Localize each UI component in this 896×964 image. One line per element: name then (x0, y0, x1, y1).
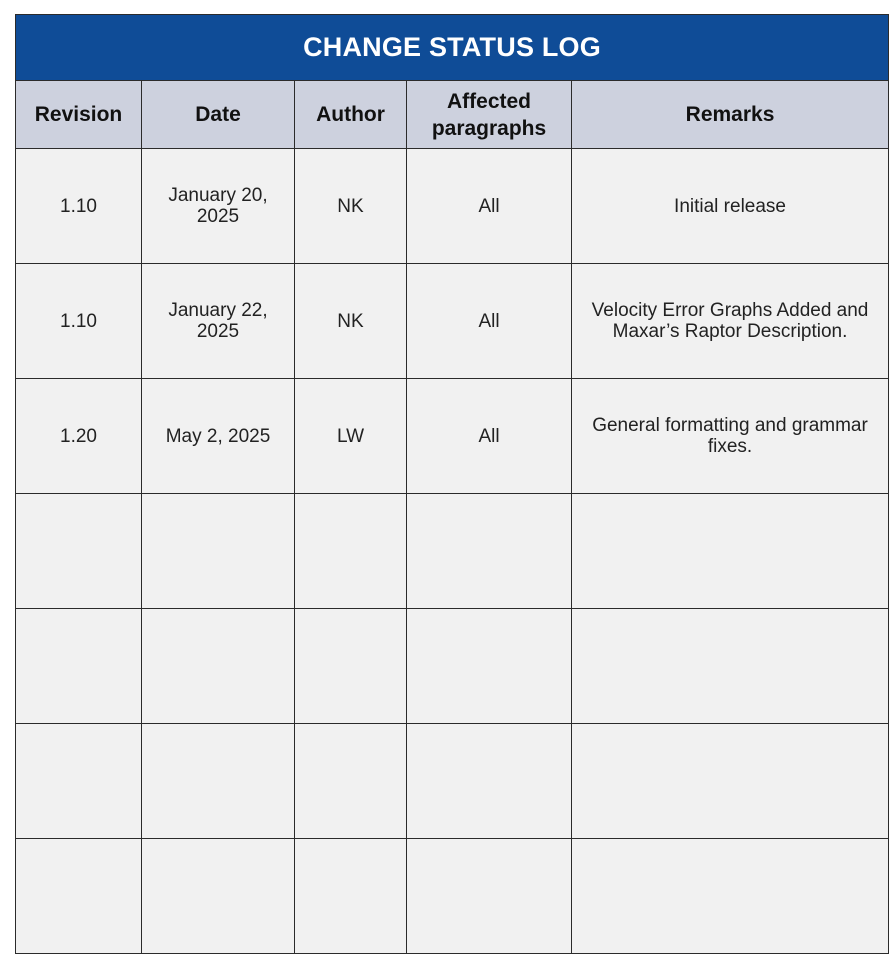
date-cell (142, 724, 295, 839)
remarks-cell: Initial release (572, 149, 889, 264)
table-row (16, 264, 889, 379)
date-cell (142, 839, 295, 954)
revision-cell: 1.10 (16, 264, 142, 379)
date-cell (142, 494, 295, 609)
table-title: CHANGE STATUS LOG (16, 15, 889, 81)
header-row (16, 81, 889, 149)
revision-cell: 1.10 (16, 149, 142, 264)
table-row (16, 149, 889, 264)
author-cell: NK (295, 264, 407, 379)
table-row (16, 839, 889, 954)
revision-cell (16, 839, 142, 954)
author-cell: NK (295, 149, 407, 264)
column-header-author: Author (295, 81, 407, 149)
column-header-affected-paragraphs: Affected paragraphs (407, 81, 572, 149)
remarks-cell (572, 494, 889, 609)
date-cell: May 2, 2025 (142, 379, 295, 494)
revision-cell: 1.20 (16, 379, 142, 494)
remarks-cell (572, 839, 889, 954)
remarks-cell: General formatting and grammar fixes. (572, 379, 889, 494)
change-status-log-table (15, 14, 889, 954)
affected-paragraphs-cell: All (407, 264, 572, 379)
date-cell (142, 609, 295, 724)
column-header-remarks: Remarks (572, 81, 889, 149)
date-cell: January 20, 2025 (142, 149, 295, 264)
revision-cell (16, 724, 142, 839)
date-cell: January 22, 2025 (142, 264, 295, 379)
affected-paragraphs-cell: All (407, 379, 572, 494)
table-row (16, 494, 889, 609)
table-row (16, 609, 889, 724)
revision-cell (16, 609, 142, 724)
column-header-date: Date (142, 81, 295, 149)
remarks-cell (572, 724, 889, 839)
table-row (16, 379, 889, 494)
revision-cell (16, 494, 142, 609)
author-cell: LW (295, 379, 407, 494)
author-cell (295, 494, 407, 609)
affected-paragraphs-cell (407, 494, 572, 609)
affected-paragraphs-cell (407, 724, 572, 839)
author-cell (295, 609, 407, 724)
table-row (16, 724, 889, 839)
remarks-cell: Velocity Error Graphs Added and Maxar’s Raptor Description. (572, 264, 889, 379)
affected-paragraphs-cell (407, 609, 572, 724)
author-cell (295, 724, 407, 839)
author-cell (295, 839, 407, 954)
remarks-cell (572, 609, 889, 724)
affected-paragraphs-cell: All (407, 149, 572, 264)
affected-paragraphs-cell (407, 839, 572, 954)
column-header-revision: Revision (16, 81, 142, 149)
